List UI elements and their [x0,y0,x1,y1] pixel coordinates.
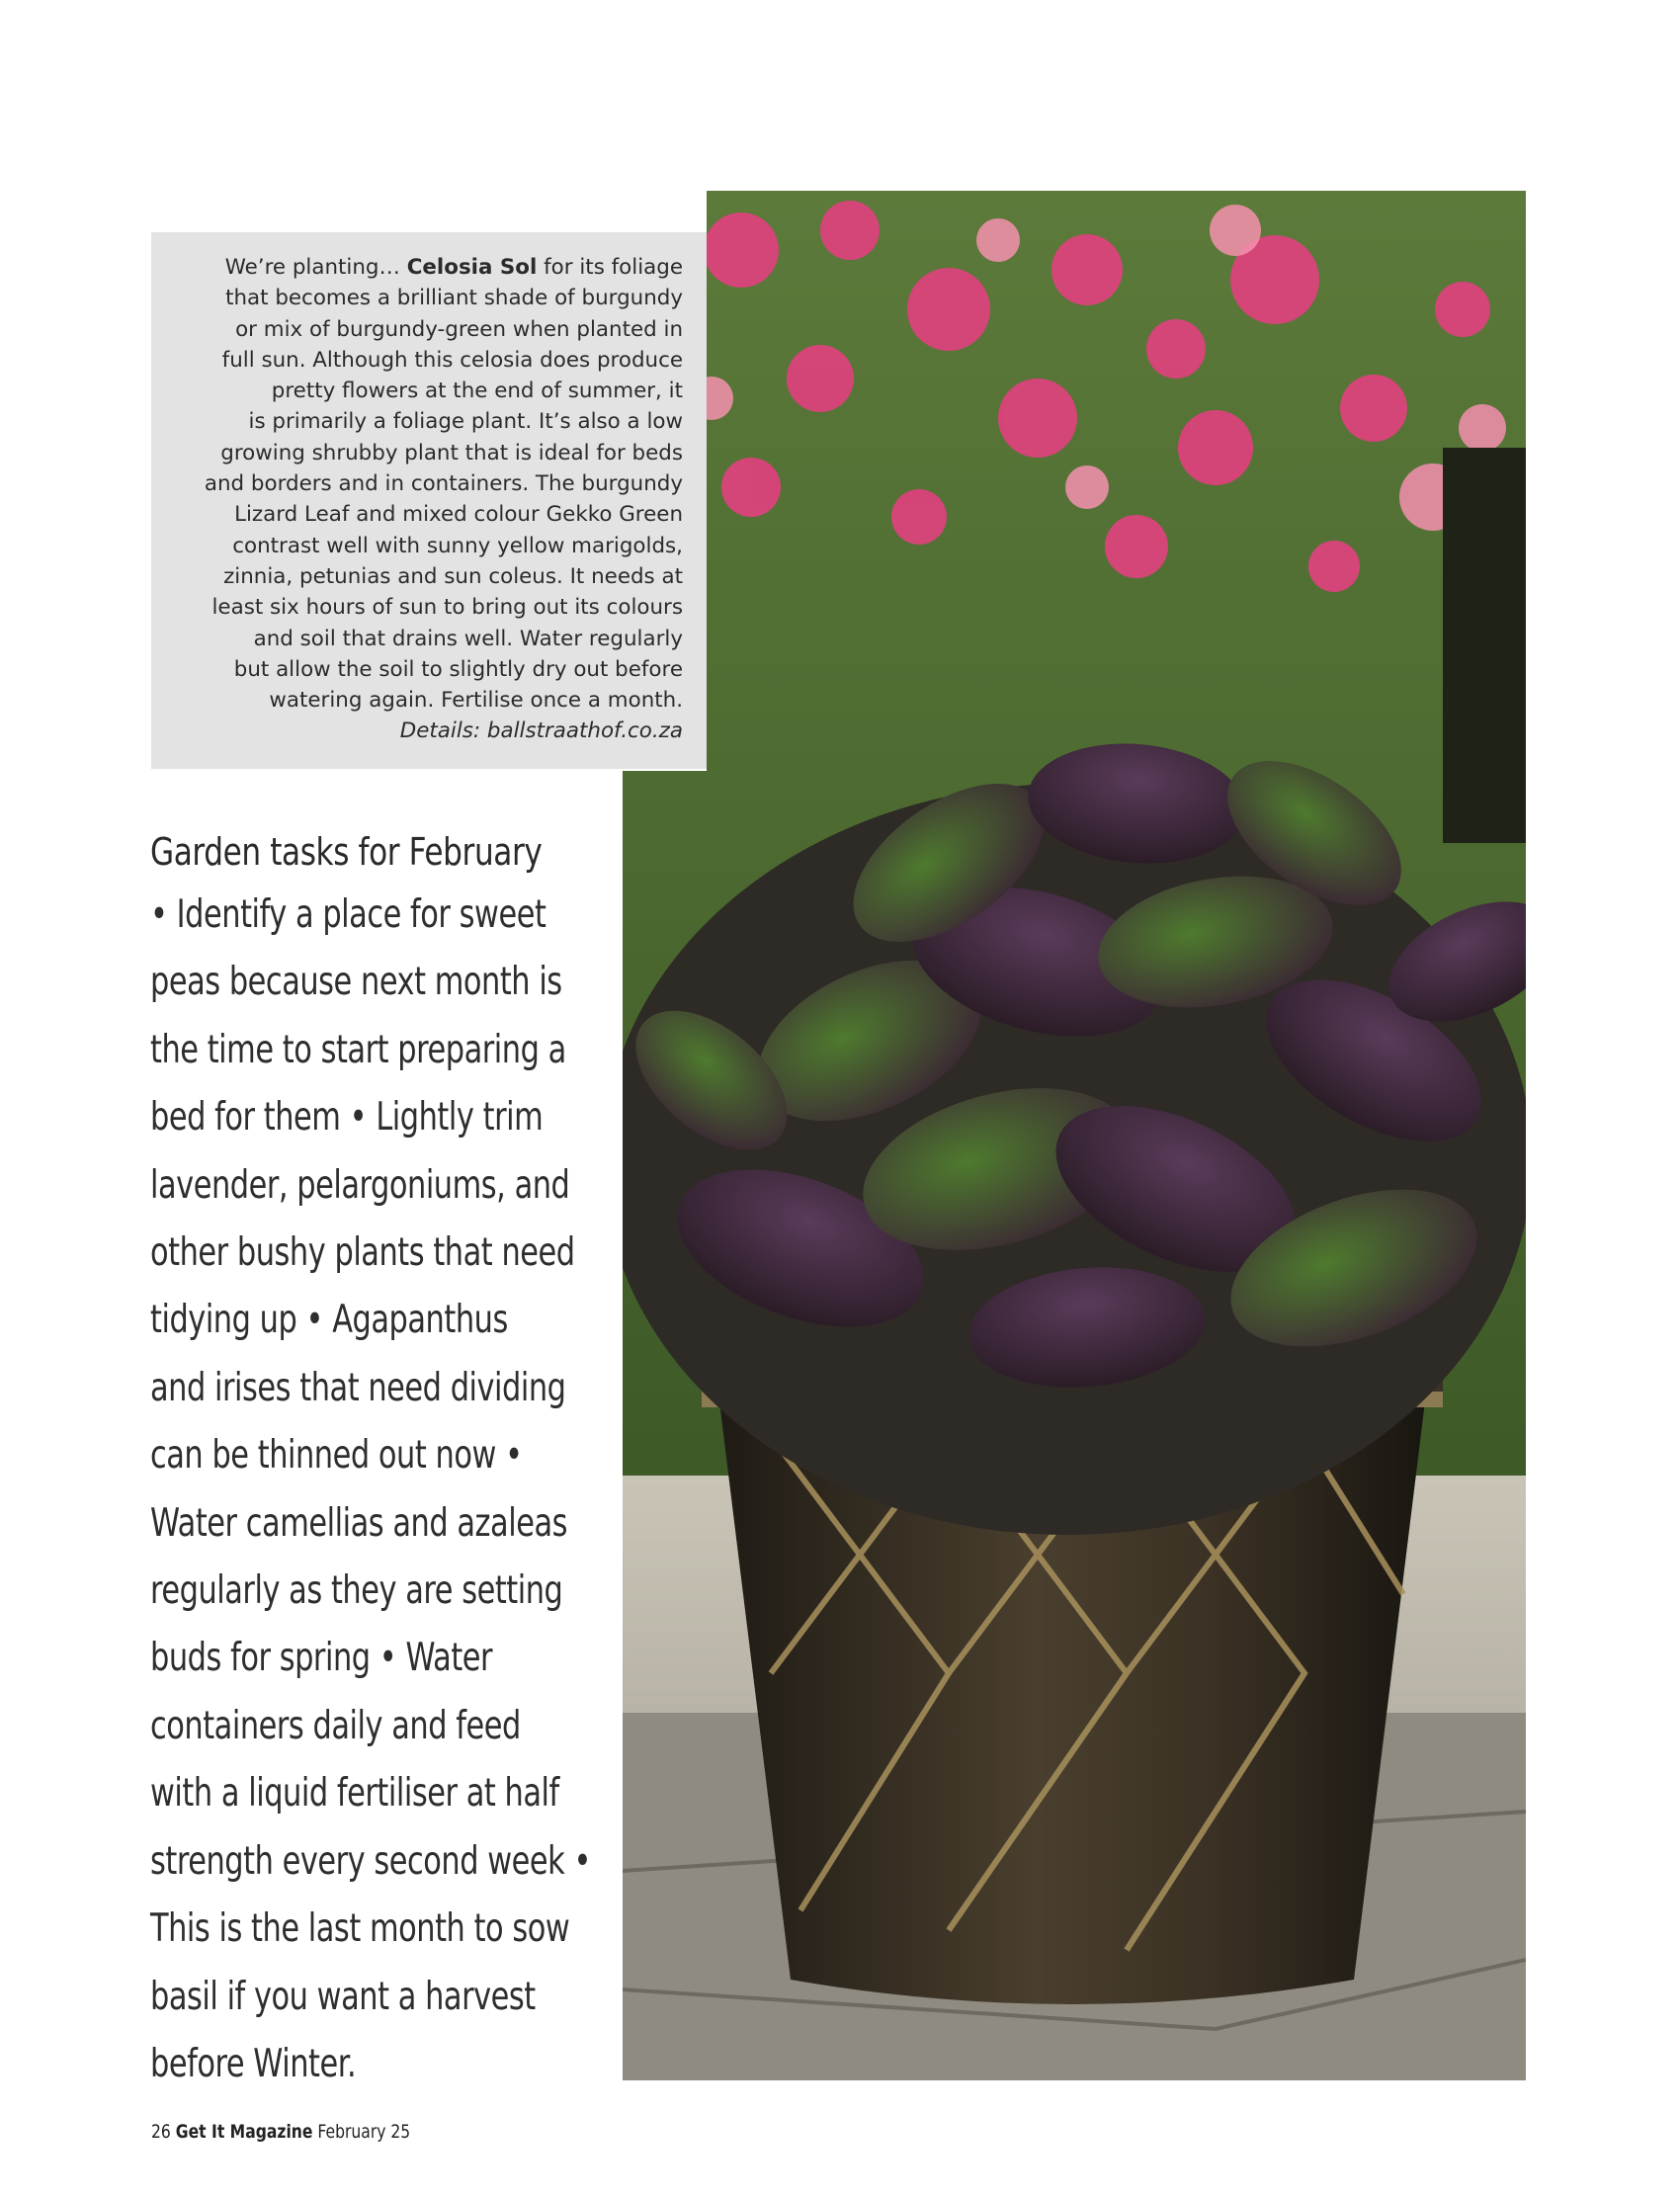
garden-tasks-line: This is the last month to sow [150,1906,570,1952]
plant-feature-lead-in: We’re planting… [224,255,400,280]
garden-tasks-line: with a liquid fertiliser at half [150,1771,559,1817]
garden-tasks-line: before Winter. [150,2041,357,2086]
garden-tasks-line: Water camellias and azaleas [150,1500,568,1546]
plant-feature-name: Celosia Sol [406,255,538,280]
photo-illustration [623,191,1526,2080]
plant-feature-text: Lizard Leaf and mixed colour Gekko Green [234,502,683,528]
garden-tasks-line: basil if you want a harvest [150,1974,536,2019]
garden-tasks-heading: Garden tasks for February [150,830,543,874]
garden-tasks-line: the time to start preparing a [150,1027,566,1072]
plant-feature-text: or mix of burgundy-green when planted in [235,316,683,342]
page-number: 26 [151,2121,171,2143]
plant-feature-text: full sun. Although this celosia does produce [221,347,683,373]
page-footer [151,2121,410,2143]
garden-tasks-line: can be thinned out now • [150,1433,523,1479]
plant-feature-text: watering again. Fertilise once a month. [269,688,683,714]
plant-feature-text: pretty flowers at the end of summer, it [271,379,683,404]
photo-top-mask-right [707,191,721,232]
garden-tasks-line: and irises that need dividing [150,1365,566,1410]
magazine-name: Get It Magazine [175,2121,313,2143]
plant-feature-text: but allow the soil to slightly dry out before [233,656,683,682]
plant-feature-details: Details: ballstraathof.co.za [399,719,683,744]
plant-feature-text: and soil that drains well. Water regularly [253,626,683,651]
garden-tasks-column [150,822,592,2098]
plant-feature-text: for its foliage [544,255,683,280]
plant-feature-text: least six hours of sun to bring out its colours [211,595,683,621]
garden-tasks-line: peas because next month is [150,960,562,1005]
celosia-pot-photo [623,191,1526,2080]
garden-tasks-line: bed for them • Lightly trim [150,1095,544,1141]
garden-tasks-line: buds for spring • Water [150,1636,493,1681]
plant-feature-text: contrast well with sunny yellow marigolds, [232,533,683,558]
plant-feature-box [151,232,707,769]
garden-tasks-line: strength every second week • [150,1838,592,1884]
plant-feature-text: growing shrubby plant that is ideal for beds [220,440,683,465]
garden-tasks-line: other bushy plants that need [150,1230,575,1276]
garden-tasks-line: containers daily and feed [150,1703,521,1748]
issue-date: February 25 [317,2121,411,2143]
plant-feature-text: zinnia, petunias and sun coleus. It needs at [223,563,683,589]
plant-feature-line-1 [175,252,683,283]
garden-tasks-line: tidying up • Agapanthus [150,1298,508,1343]
plant-feature-text: that becomes a brilliant shade of burgundy [225,286,683,311]
garden-tasks-line: lavender, pelargoniums, and [150,1162,570,1208]
plant-feature-text: is primarily a foliage plant. It’s also a low [248,409,683,435]
garden-tasks-line: • Identify a place for sweet [150,892,546,937]
plant-feature-text: and borders and in containers. The burgundy [204,471,683,497]
garden-tasks-line: regularly as they are setting [150,1568,563,1614]
